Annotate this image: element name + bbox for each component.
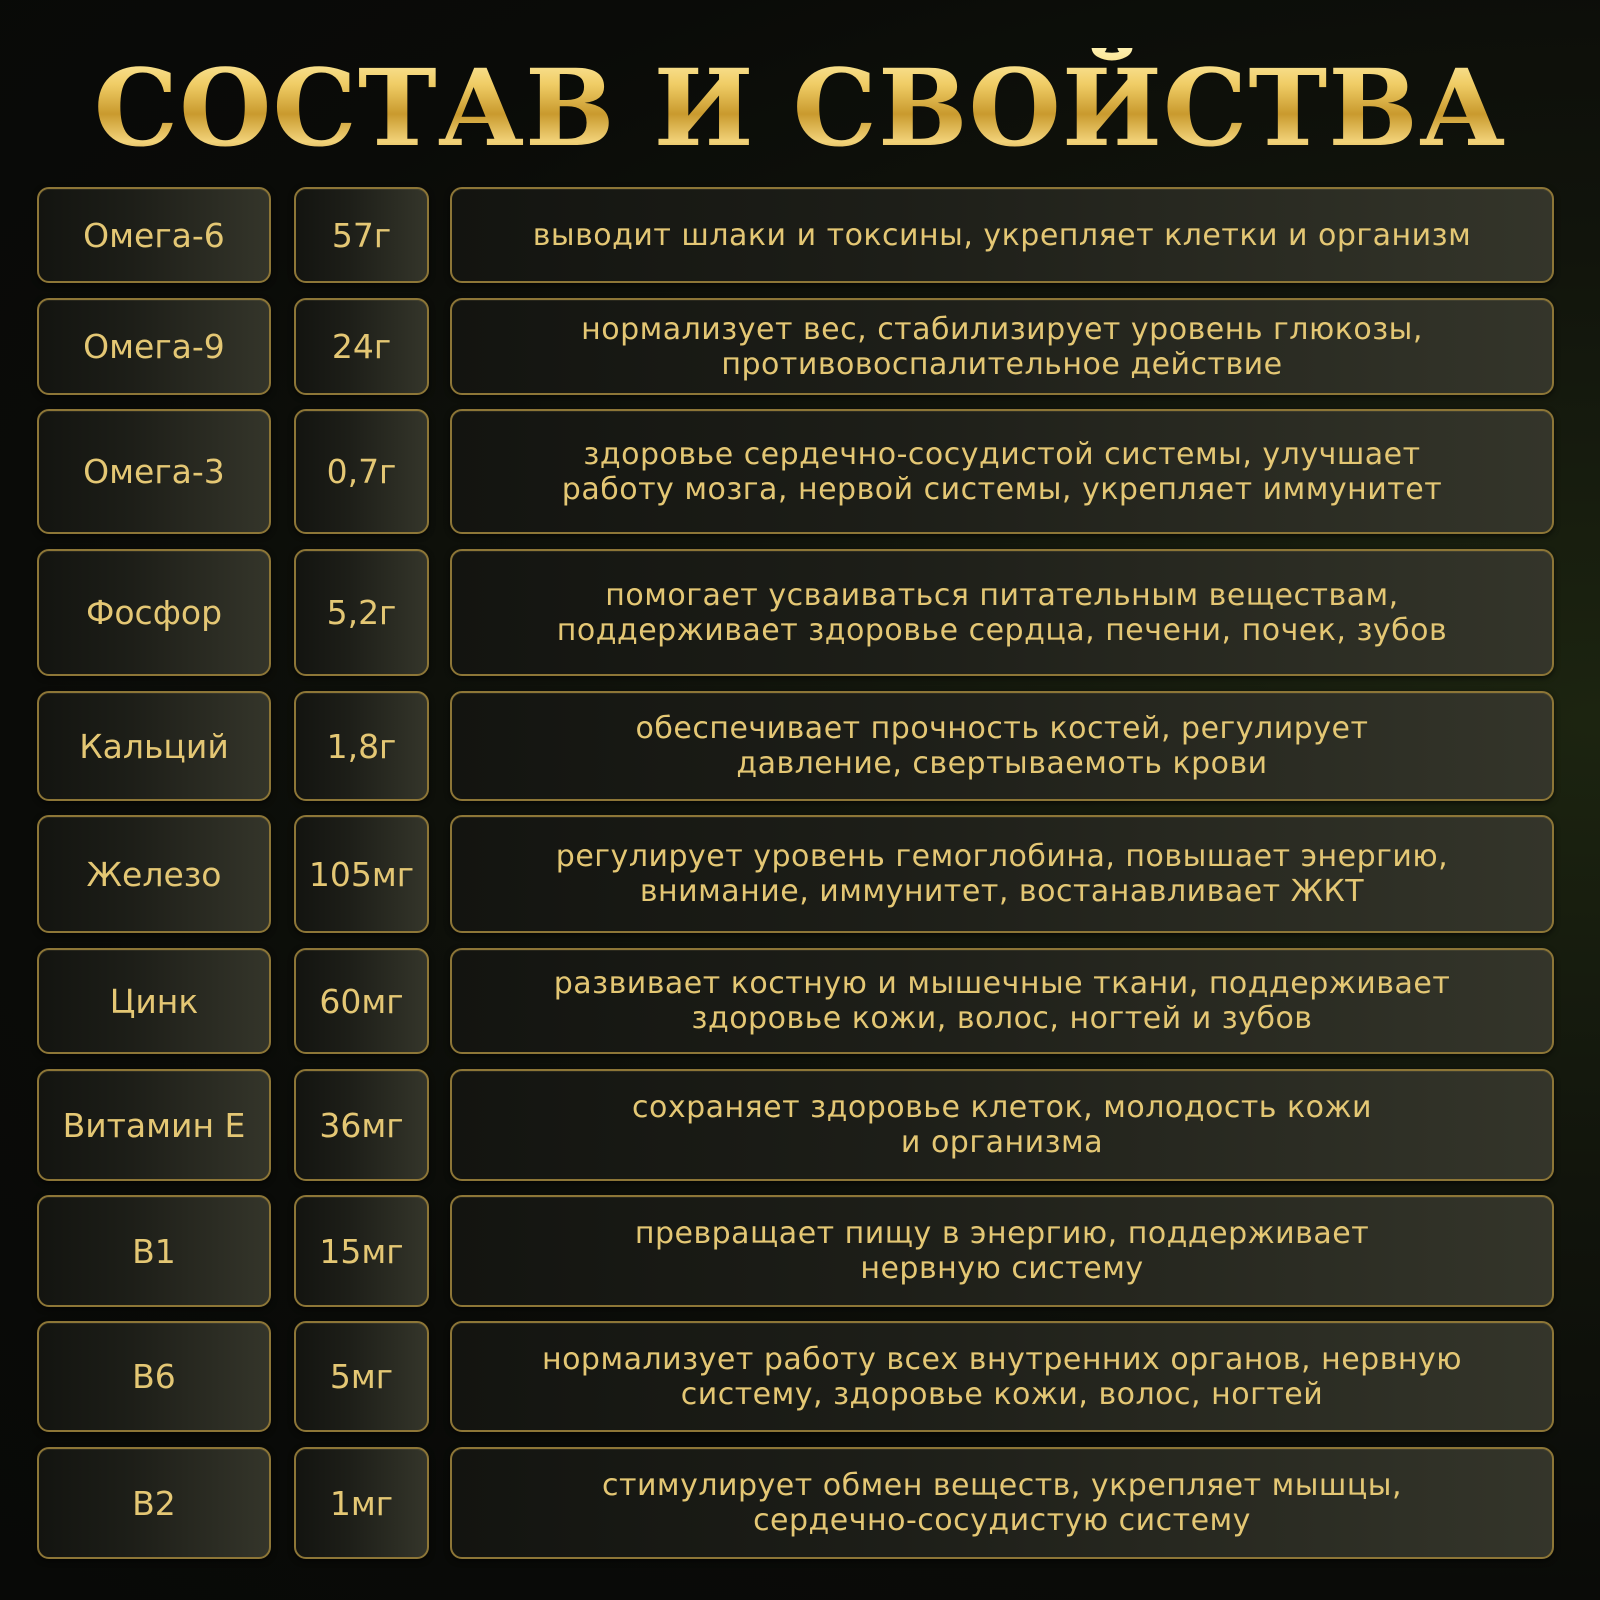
nutrient-description: помогает усваиваться питательным веществам, поддерживает здоровье сердца, печени, почек, зубов [450,549,1554,676]
nutrient-name: Фосфор [37,549,271,676]
nutrient-description: превращает пищу в энергию, поддерживает нервную систему [450,1195,1554,1307]
nutrient-description: стимулирует обмен веществ, укрепляет мышцы, сердечно-сосудистую систему [450,1447,1554,1559]
table-row [0,1447,1600,1559]
nutrient-amount: 5,2г [294,549,429,676]
table-row [0,549,1600,676]
nutrient-description: выводит шлаки и токсины, укрепляет клетки и организм [450,187,1554,283]
nutrient-name: Омега-6 [37,187,271,283]
table-row [0,815,1600,933]
nutrient-description: развивает костную и мышечные ткани, поддерживает здоровье кожи, волос, ногтей и зубов [450,948,1554,1054]
table-row [0,409,1600,534]
nutrient-amount: 1мг [294,1447,429,1559]
nutrient-amount: 24г [294,298,429,395]
nutrient-amount: 36мг [294,1069,429,1181]
nutrient-name: В1 [37,1195,271,1307]
nutrient-name: Витамин Е [37,1069,271,1181]
nutrient-description: здоровье сердечно-сосудистой системы, улучшает работу мозга, нервой системы, укрепляет иммунитет [450,409,1554,534]
nutrient-amount: 1,8г [294,691,429,801]
nutrient-description: регулирует уровень гемоглобина, повышает энергию, внимание, иммунитет, востанавливает ЖКТ [450,815,1554,933]
table-row [0,1069,1600,1181]
nutrient-description: обеспечивает прочность костей, регулирует давление, свертываемоть крови [450,691,1554,801]
nutrient-amount: 60мг [294,948,429,1054]
nutrient-amount: 57г [294,187,429,283]
nutrient-description: нормализует работу всех внутренних органов, нервную систему, здоровье кожи, волос, ногтей [450,1321,1554,1432]
nutrient-name: Цинк [37,948,271,1054]
table-row [0,1195,1600,1307]
nutrient-name: Омега-3 [37,409,271,534]
table-row [0,948,1600,1054]
nutrient-amount: 5мг [294,1321,429,1432]
nutrient-name: В2 [37,1447,271,1559]
nutrient-name: Кальций [37,691,271,801]
nutrient-name: Омега-9 [37,298,271,395]
table-row [0,187,1600,283]
nutrient-amount: 0,7г [294,409,429,534]
nutrient-name: В6 [37,1321,271,1432]
nutrient-description: сохраняет здоровье клеток, молодость кожи и организма [450,1069,1554,1181]
nutrient-name: Железо [37,815,271,933]
nutrient-amount: 105мг [294,815,429,933]
nutrient-description: нормализует вес, стабилизирует уровень глюкозы, противовоспалительное действие [450,298,1554,395]
table-row [0,1321,1600,1432]
table-row [0,298,1600,395]
page-title: СОСТАВ И СВОЙСТВА [0,48,1600,168]
nutrient-amount: 15мг [294,1195,429,1307]
table-row [0,691,1600,801]
